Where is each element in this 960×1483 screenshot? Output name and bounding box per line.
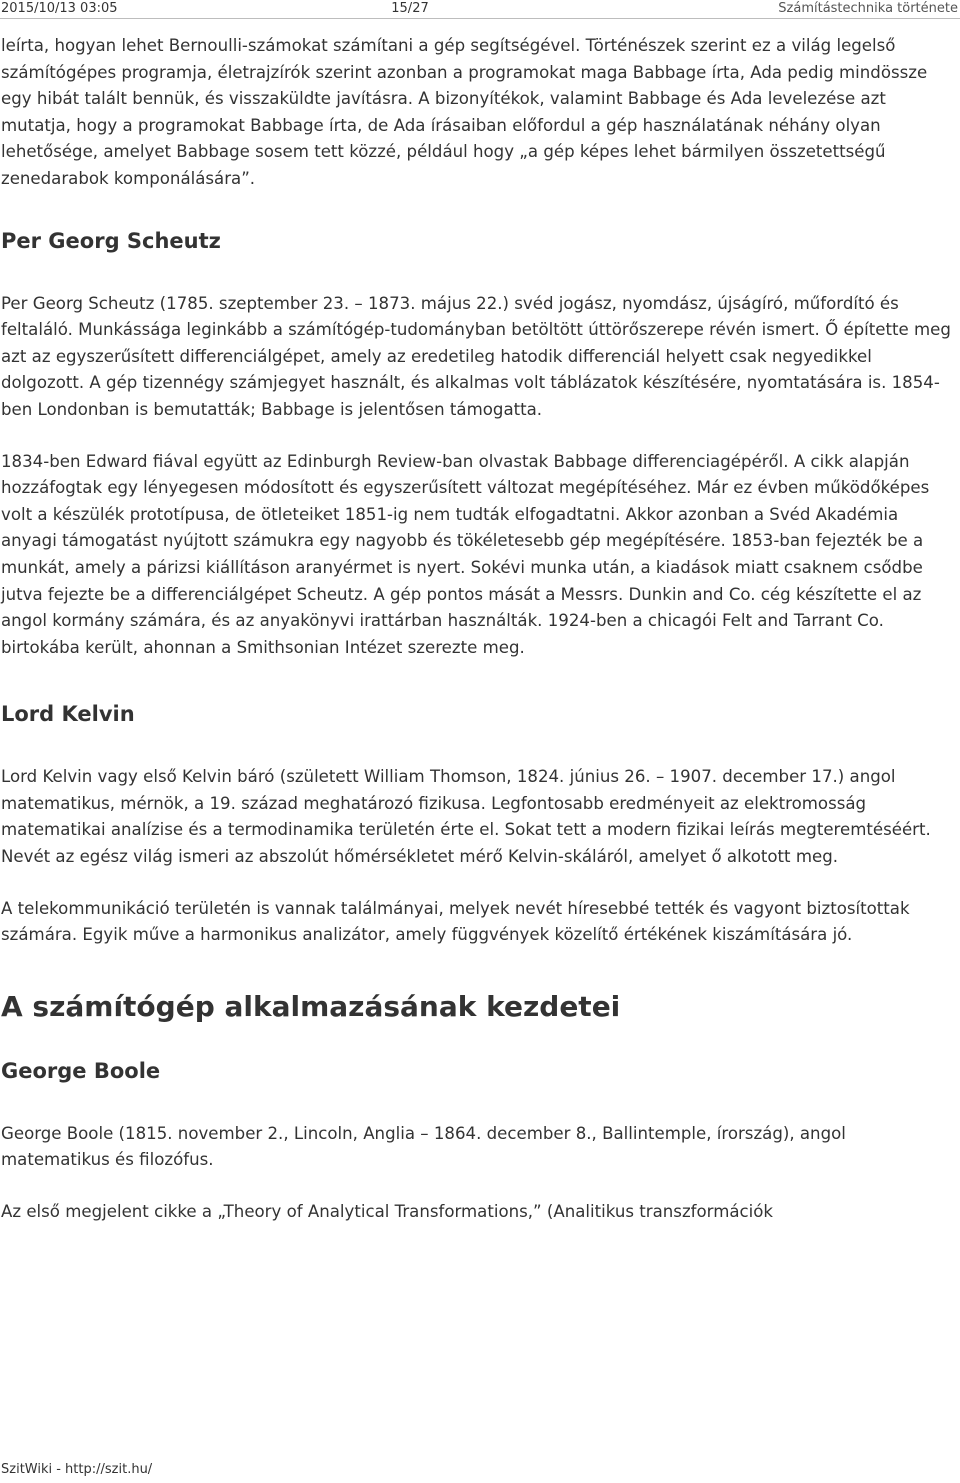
heading-kelvin: Lord Kelvin (1, 702, 135, 727)
header-datetime: 2015/10/13 03:05 (1, 1, 118, 16)
kelvin-paragraph-1: Lord Kelvin vagy első Kelvin báró (született William Thomson, 1824. június 26. – 1907. december 17.) angol matematikus, mérnök, a 19. század meghatározó fizikusa. Legfontosabb eredményeit az elektromosság matematikai analízise és a termodinamika területén érte el. Sokat tett a modern fizikai leírás megteremtéséért. Nevét az egész világ ismeri az abszolút hőmérsékletet mérő Kelvin-skáláról, amelyet ő alkotott meg. (1, 767, 931, 867)
heading-scheutz: Per Georg Scheutz (1, 228, 221, 253)
header-page-number: 15/27 (391, 1, 429, 16)
page-footer: SzitWiki - http://szit.hu/ (1, 1462, 153, 1477)
scheutz-paragraph-1: Per Georg Scheutz (1785. szeptember 23. – 1873. május 22.) svéd jogász, nyomdász, újságíró, műfordító és feltaláló. Munkássága leginkább a számítógép-tudományban betöltött úttörőszerepe révén ismert. Ő építette meg azt az egyszerűsített differenciálgépet, amely az eredetileg hatodik differenciál helyett csak negyedikkel dolgozott. A gép tizennégy számjegyet használt, és alkalmas volt táblázatok készítésére, nyomtatására is. 1854-ben Londonban is bemutatták; Babbage is jelentősen támogatta. (1, 293, 951, 419)
kelvin-paragraph-2: A telekommunikáció területén is vannak találmányai, melyek nevét híresebbé tették és vagyont biztosítottak számára. Egyik műve a harmonikus analizátor, amely függvények közelítő értékének kiszámítására jó. (1, 898, 910, 945)
boole-paragraph-1: George Boole (1815. november 2., Lincoln, Anglia – 1864. december 8., Ballintemple, írország), angol matematikus és filozófus. (1, 1123, 846, 1170)
boole-paragraph-2: Az első megjelent cikke a „Theory of Analytical Transformations,” (Analitikus transzformációk (1, 1202, 774, 1222)
heading-boole: George Boole (1, 1058, 161, 1083)
heading-applications: A számítógép alkalmazásának kezdetei (1, 989, 621, 1023)
document-body (1, 33, 958, 1226)
intro-paragraph: leírta, hogyan lehet Bernoulli-számokat számítani a gép segítségével. Történészek szerint ez a világ legelső számítógépes programja, életrajzírók szerint azonban a programokat maga Babbage írta, Ada pedig mindössze egy hibát talált bennük, és visszaküldte javításra. A bizonyítékok, valamint Babbage és Ada levelezése azt mutatja, hogy a programokat Babbage írta, de Ada írásaiban előfordul a gép használatának néhány olyan lehetősége, amelyet Babbage sosem tett közzé, például hogy „a gép képes lehet bármilyen összetettségű zenedarabok komponálására”. (1, 36, 928, 188)
header-document-title: Számítástechnika története (778, 1, 958, 16)
scheutz-paragraph-2: 1834-ben Edward fiával együtt az Edinburgh Review-ban olvastak Babbage differenciagépéről. A cikk alapján hozzáfogtak egy lényegesen módosított és egyszerűsített változat megépítéséhez. Már ez évben működőképes volt a készülék prototípusa, de ötleteiket 1851-ig nem tudták elfogadtatni. Akkor azonban a Svéd Akadémia anyagi támogatást nyújtott számukra egy nagyobb és tökéletesebb gép megépítésére. 1853-ban fejezték be a munkát, amely a párizsi kiállításon aranyérmet is nyert. Sokévi munka után, a kiadások miatt csaknem csődbe jutva fejezte be a differenciálgépet Scheutz. A gép pontos mását a Messrs. Dunkin and Co. cég készítette el az angol kormány számára, és az anyakönyvi irattárban használták. 1924-ben a chicagói Felt and Tarrant Co. birtokába került, ahonnan a Smithsonian Intézet szerezte meg. (1, 451, 930, 657)
page-header (0, 0, 960, 19)
